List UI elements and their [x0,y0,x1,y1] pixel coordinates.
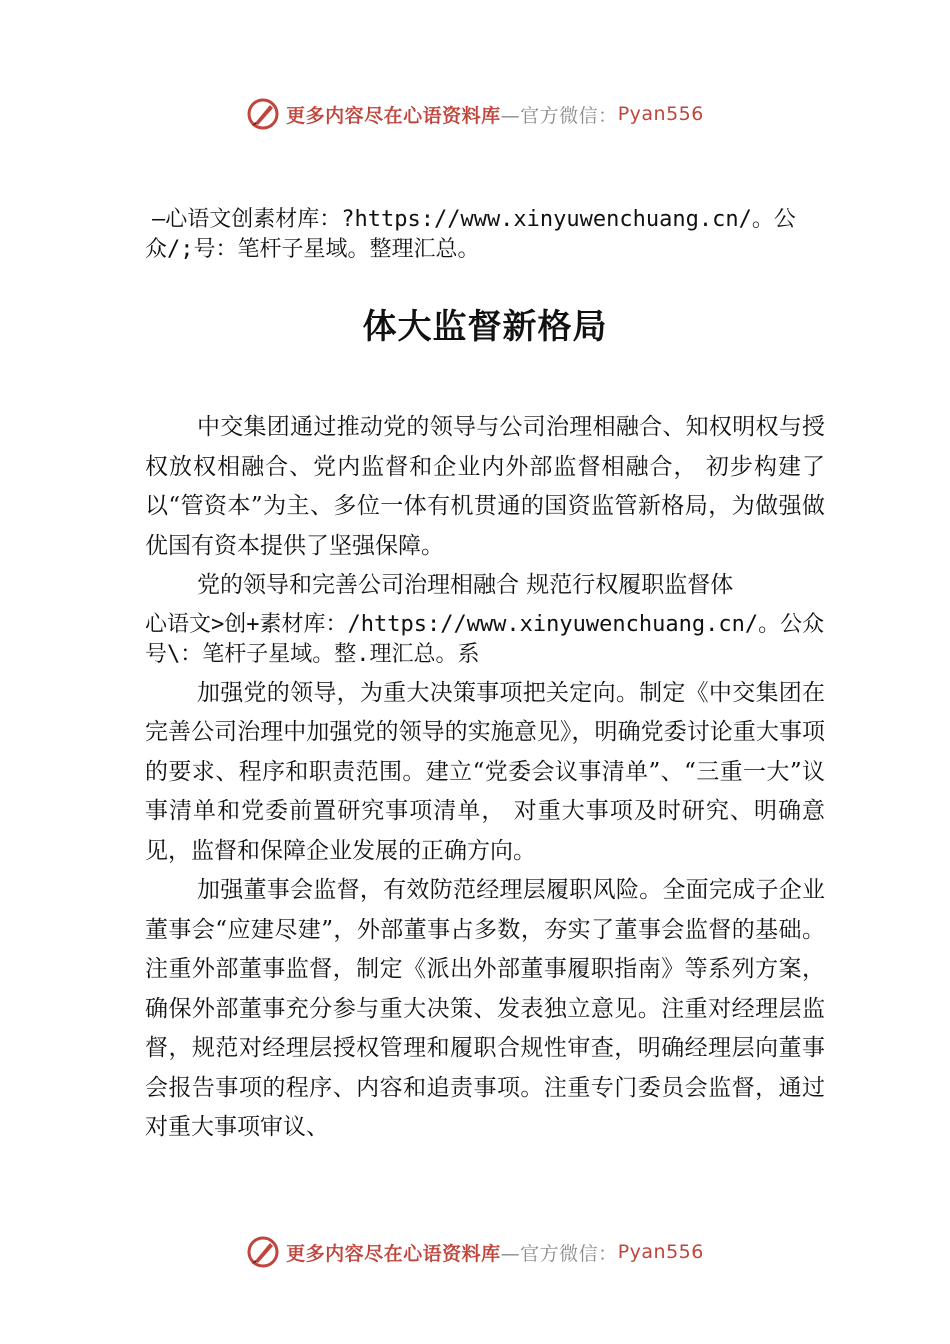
paragraph: 中交集团通过推动党的领导与公司治理相融合、知权明权与授权放权相融合、党内监督和企业内外部监督相融合， 初步构建了以“管资本”为主、多位一体有机贯通的国资监管新格局，为做强做优国有资本提供了坚强保障。 [145,414,825,559]
source-note: —心语文创素材库：?https://www.xinyuwenchuang.cn/。公众/;号：笔杆子星域。整理汇总。 [145,207,796,262]
paragraph: 加强董事会监督，有效防范经理层履职风险。全面完成子企业董事会“应建尽建”，外部董事占多数，夯实了董事会监督的基础。注重外部董事监督，制定《派出外部董事履职指南》等系列方案，确保外部董事充分参与重大决策、发表独立意见。注重对经理层监督，规范对经理层授权管理和履职合规性审查，明确经理层向董事会报告事项的程序、内容和追责事项。注重专门委员会监督，通过对重大事项审议、 [145,877,825,1140]
document-title: 体大监督新格局 [362,307,608,347]
pen-seal-logo [246,97,280,131]
banner-wechat-id: Pyan556 [617,1241,704,1263]
section-heading: 党的领导和完善公司治理相融合 规范行权履职监督体 [197,572,734,598]
source-note: 心语文>创+素材库：/https://www.xinyuwenchuang.cn/。公众号\：笔杆子星域。整.理汇总。系 [145,611,825,667]
footer-banner [0,1232,950,1272]
banner-wechat-label: —官方微信： [500,1242,618,1265]
paragraph: 加强党的领导，为重大决策事项把关定向。制定《中交集团在完善公司治理中加强党的领导的实施意见》，明确党委讨论重大事项的要求、程序和职责范围。建立“党委会议事清单”、“三重一大”议事清单和党委前置研究事项清单， 对重大事项及时研究、明确意见，监督和保障企业发展的正确方向。 [145,679,825,864]
pen-seal-logo [246,1235,280,1269]
header-banner [0,94,950,134]
banner-lead-text: 更多内容尽在心语资料库 [286,1242,501,1265]
banner-wechat-id: Pyan556 [617,103,704,125]
document-body [145,205,825,1148]
banner-lead-text: 更多内容尽在心语资料库 [286,104,501,127]
banner-wechat-label: —官方微信： [500,104,618,127]
